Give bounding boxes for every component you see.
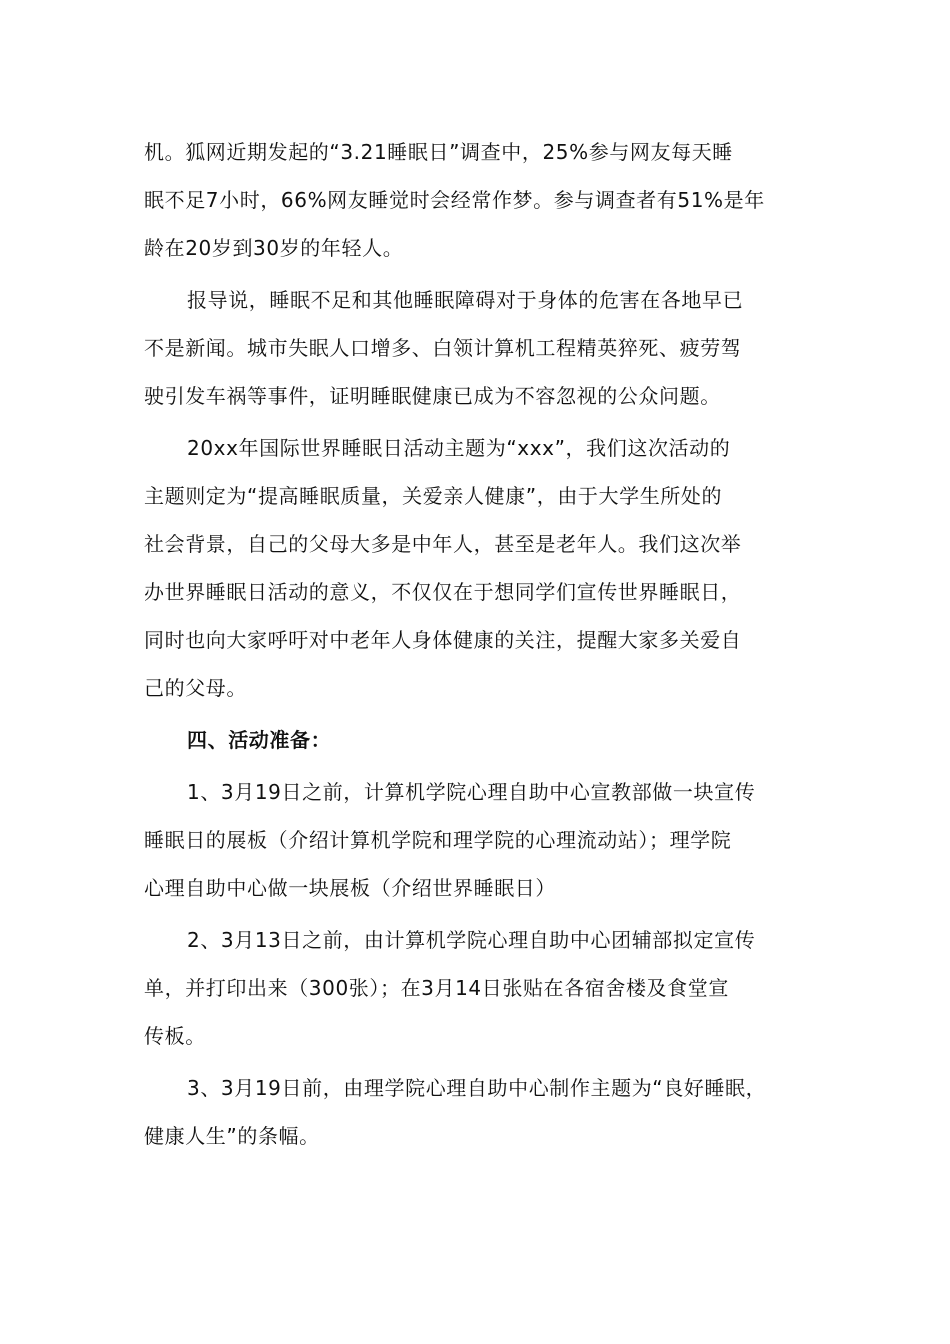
paragraph-line: 机。狐网近期发起的“3.21睡眠日”调查中，25%参与网友每天睡: [144, 140, 733, 164]
paragraph-line: 同时也向大家呼吁对中老年人身体健康的关注，提醒大家多关爱自: [144, 628, 742, 652]
paragraph-line: 报导说，睡眠不足和其他睡眠障碍对于身体的危害在各地早已: [187, 288, 744, 312]
paragraph-line: 单，并打印出来（300张）；在3月14日张贴在各宿舍楼及食堂宣: [144, 976, 729, 1000]
paragraph-line: 2、3月13日之前，由计算机学院心理自助中心团辅部拟定宣传: [187, 928, 756, 952]
paragraph-line: 传板。: [144, 1024, 206, 1048]
paragraph-line: 1、3月19日之前，计算机学院心理自助中心宣教部做一块宣传: [187, 780, 756, 804]
paragraph-line: 不是新闻。城市失眠人口增多、白领计算机工程精英猝死、疲劳驾: [144, 336, 742, 360]
paragraph-line: 20xx年国际世界睡眠日活动主题为“xxx”，我们这次活动的: [187, 436, 731, 460]
paragraph-line: 驶引发车祸等事件，证明睡眠健康已成为不容忽视的公众问题。: [144, 384, 721, 408]
paragraph-line: 睡眠日的展板（介绍计算机学院和理学院的心理流动站）；理学院: [144, 828, 732, 852]
paragraph-line: 健康人生”的条幅。: [144, 1124, 320, 1148]
section-heading: 四、活动准备：: [187, 728, 332, 752]
paragraph-line: 主题则定为“提高睡眠质量，关爱亲人健康”，由于大学生所处的: [144, 484, 723, 508]
paragraph-line: 办世界睡眠日活动的意义，不仅仅在于想同学们宣传世界睡眠日，: [144, 580, 742, 604]
paragraph-line: 龄在20岁到30岁的年轻人。: [144, 236, 404, 260]
paragraph-line: 心理自助中心做一块展板（介绍世界睡眠日）: [144, 876, 556, 900]
paragraph-line: 3、3月19日前，由理学院心理自助中心制作主题为“良好睡眠，: [187, 1076, 767, 1100]
paragraph-line: 社会背景，自己的父母大多是中年人，甚至是老年人。我们这次举: [144, 532, 742, 556]
paragraph-line: 己的父母。: [144, 676, 247, 700]
paragraph-line: 眠不足7小时，66%网友睡觉时会经常作梦。参与调查者有51%是年: [144, 188, 765, 212]
